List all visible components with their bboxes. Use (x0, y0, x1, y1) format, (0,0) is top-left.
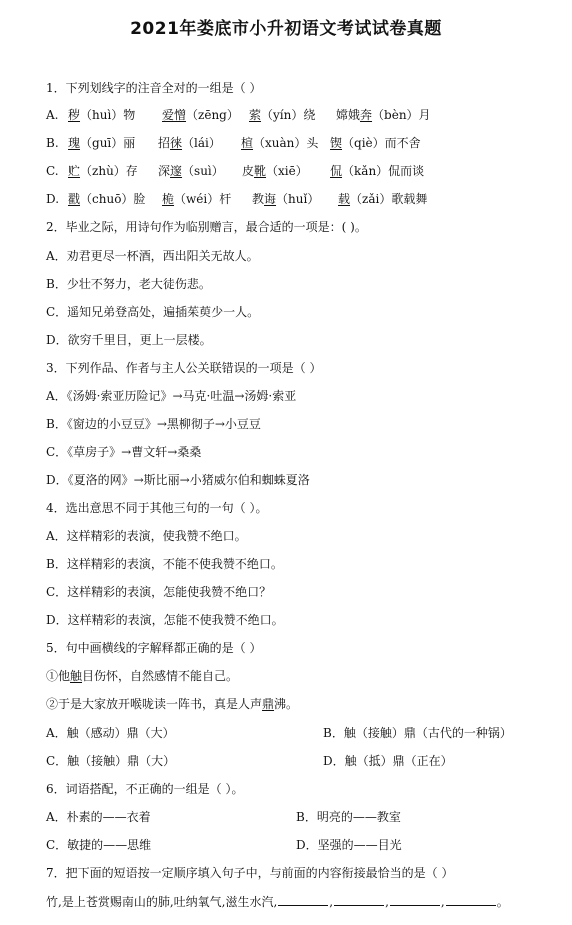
q3-option-b: B．《窗边的小豆豆》→黑柳彻子→小豆豆 (46, 417, 261, 431)
q2-option-c: C．遥知兄弟登高处，遍插茱萸少一人。 (46, 305, 260, 319)
q5-option-d: D．触（抵）鼎（正在） (323, 754, 453, 768)
q6-option-a: A．朴素的——衣着 (46, 810, 151, 824)
pinyin-item: 萦（yín）绕 (249, 108, 316, 122)
pinyin-item: 深邃（suì） (158, 164, 224, 178)
question-4-stem: 4．选出意思不同于其他三句的一句（ ）。 (46, 501, 268, 515)
pinyin-item: 侃（kǎn）侃而谈 (330, 164, 425, 178)
question-3-stem: 3．下列作品、作者与主人公关联错误的一项是（ ） (46, 361, 322, 375)
answer-blank[interactable] (390, 893, 440, 906)
q5-option-a: A．触（感动）鼎（大） (46, 726, 175, 740)
q5-option-b: B．触（接触）鼎（古代的一种锅） (323, 726, 512, 740)
pinyin-item: 桅（wéi）杆 (162, 192, 232, 206)
q6-option-d: D．坚强的——目光 (296, 838, 402, 852)
q3-option-d: D．《夏洛的网》→斯比丽→小猪威尔伯和蜘蛛夏洛 (46, 473, 310, 487)
pinyin-item: 秽（huì）物 (68, 108, 136, 122)
pinyin-item: 瑰（guī）丽 (68, 136, 136, 150)
q2-option-a: A．劝君更尽一杯酒，西出阳关无故人。 (46, 249, 259, 263)
page-title: 2021年娄底市小升初语文考试试卷真题 (130, 19, 442, 39)
q7-sentence: 竹,是上苍赏赐南山的肺,吐纳氧气,滋生水汽, , , , 。 (46, 895, 509, 909)
q4-option-c: C．这样精彩的表演，怎能使我赞不绝口？ (46, 585, 272, 599)
pinyin-item: 载（zǎi）歌载舞 (338, 192, 428, 206)
pinyin-item: 嫦娥奔（bèn）月 (336, 108, 431, 122)
q4-option-d: D．这样精彩的表演，怎能不使我赞不绝口。 (46, 613, 284, 627)
question-1-stem: 1．下列划线字的注音全对的一组是（ ） (46, 81, 262, 95)
pinyin-item: 爱憎（zēng） (162, 108, 239, 122)
question-5-stem: 5．句中画横线的字解释都正确的是（ ） (46, 641, 262, 655)
q3-option-a: A．《汤姆·索亚历险记》→马克·吐温→汤姆·索亚 (46, 389, 297, 403)
q5-sentence-1: ①他触目伤怀，自然感情不能自己。 (46, 669, 239, 683)
option-label: B. (46, 136, 59, 150)
answer-blank[interactable] (334, 893, 384, 906)
pinyin-item: 戳（chuō）脸 (68, 192, 146, 206)
answer-blank[interactable] (278, 893, 328, 906)
option-label: D. (46, 192, 60, 206)
q6-option-b: B．明亮的——教室 (296, 810, 401, 824)
pinyin-item: 楦（xuàn）头 (241, 136, 319, 150)
question-6-stem: 6．词语搭配，不正确的一组是（ ）。 (46, 782, 244, 796)
option-label: C. (46, 164, 59, 178)
q4-option-b: B．这样精彩的表演，不能不使我赞不绝口。 (46, 557, 283, 571)
pinyin-item: 招徕（lái） (158, 136, 221, 150)
q4-option-a: A．这样精彩的表演，使我赞不绝口。 (46, 529, 247, 543)
q2-option-b: B．少壮不努力，老大徒伤悲。 (46, 277, 211, 291)
q5-sentence-2: ②于是大家放开喉咙读一阵书，真是人声鼎沸。 (46, 697, 299, 711)
q3-option-c: C．《草房子》→曹文轩→桑桑 (46, 445, 202, 459)
answer-blank[interactable] (446, 893, 496, 906)
q2-option-d: D．欲穷千里目，更上一层楼。 (46, 333, 212, 347)
pinyin-item: 教诲（huǐ） (252, 192, 320, 206)
pinyin-item: 贮（zhù）存 (68, 164, 138, 178)
q6-option-c: C．敏捷的——思维 (46, 838, 152, 852)
question-7-stem: 7．把下面的短语按一定顺序填入句子中，与前面的内容衔接最恰当的是（ ） (46, 866, 454, 880)
option-label: A. (46, 108, 59, 122)
pinyin-item: 皮靴（xiē） (242, 164, 308, 178)
q5-option-c: C．触（接触）鼎（大） (46, 754, 176, 768)
pinyin-item: 锲（qiè）而不舍 (330, 136, 421, 150)
question-2-stem: 2．毕业之际，用诗句作为临别赠言，最合适的一项是：( )。 (46, 220, 367, 234)
